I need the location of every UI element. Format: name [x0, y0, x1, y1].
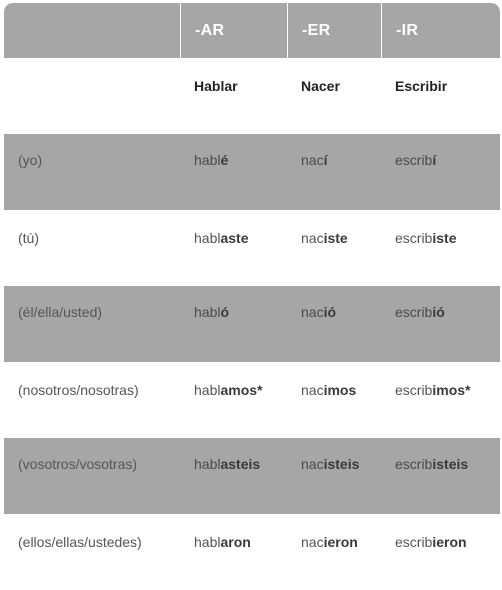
- stem: escrib: [395, 534, 433, 550]
- pronoun-cell: (vosotros/vosotras): [18, 456, 138, 472]
- ir-form-cell: [381, 286, 500, 362]
- table-row: [4, 362, 500, 438]
- table-header-row: [4, 3, 500, 58]
- stem: habl: [194, 456, 221, 472]
- ir-form-cell: [381, 514, 500, 590]
- table-row: [4, 134, 500, 210]
- pronoun-cell: (él/ella/usted): [18, 304, 103, 320]
- ending: ió: [432, 304, 445, 320]
- pronoun-cell: (tú): [18, 230, 39, 246]
- stem: escrib: [395, 304, 433, 320]
- ending: isteis: [432, 456, 469, 472]
- table-row: [4, 286, 500, 362]
- stem: habl: [194, 152, 221, 168]
- stem: habl: [194, 304, 221, 320]
- er-form-cell: [287, 210, 381, 286]
- stem: nac: [301, 304, 324, 320]
- verb-row: [4, 58, 500, 134]
- stem: habl: [194, 230, 221, 246]
- stem: escrib: [395, 152, 433, 168]
- ar-form-cell: [180, 438, 287, 514]
- ending: ieron: [432, 534, 467, 550]
- table-row: [4, 438, 500, 514]
- ending: asteis: [220, 456, 261, 472]
- ending: aste: [220, 230, 249, 246]
- ir-form-cell: [381, 438, 500, 514]
- verb-cell-hablar: Hablar: [194, 78, 238, 94]
- stem: habl: [194, 534, 221, 550]
- stem: habl: [194, 382, 221, 398]
- ending: í: [323, 152, 328, 168]
- verb-cell-nacer: Nacer: [301, 78, 340, 94]
- stem: nac: [301, 534, 324, 550]
- ending: imos*: [432, 382, 471, 398]
- pronoun-cell: (ellos/ellas/ustedes): [18, 534, 142, 550]
- er-form-cell: [287, 362, 381, 438]
- ir-form-cell: [381, 134, 500, 210]
- ending: iste: [432, 230, 457, 246]
- header-cell-empty: [4, 3, 180, 58]
- ending: imos: [323, 382, 357, 398]
- table-row: [4, 210, 500, 286]
- ending: ió: [323, 304, 337, 320]
- table-row: [4, 514, 500, 590]
- ending: í: [432, 152, 437, 168]
- conjugation-table: [4, 3, 500, 590]
- er-form-cell: [287, 134, 381, 210]
- ar-form-cell: [180, 514, 287, 590]
- stem: nac: [301, 230, 324, 246]
- ar-form-cell: [180, 362, 287, 438]
- stem: nac: [301, 456, 324, 472]
- header-cell-ir: -IR: [381, 3, 500, 58]
- er-form-cell: [287, 514, 381, 590]
- ar-form-cell: [180, 286, 287, 362]
- er-form-cell: [287, 438, 381, 514]
- ending: amos*: [220, 382, 263, 398]
- ar-form-cell: [180, 134, 287, 210]
- verb-cell-empty: [4, 58, 180, 134]
- stem: nac: [301, 382, 324, 398]
- ending: aron: [220, 534, 251, 550]
- ir-form-cell: [381, 362, 500, 438]
- pronoun-cell: (nosotros/nosotras): [18, 382, 139, 398]
- ending: ieron: [323, 534, 358, 550]
- er-form-cell: [287, 286, 381, 362]
- verb-cell-escribir: Escribir: [395, 78, 448, 94]
- header-cell-ar: -AR: [180, 3, 287, 58]
- ending: ó: [220, 304, 230, 320]
- ending: é: [220, 152, 229, 168]
- stem: escrib: [395, 382, 433, 398]
- ir-form-cell: [381, 210, 500, 286]
- ar-form-cell: [180, 210, 287, 286]
- pronoun-cell: (yo): [18, 152, 43, 168]
- header-cell-er: -ER: [287, 3, 381, 58]
- ending: isteis: [323, 456, 360, 472]
- stem: escrib: [395, 230, 433, 246]
- stem: nac: [301, 152, 324, 168]
- ending: iste: [323, 230, 348, 246]
- stem: escrib: [395, 456, 433, 472]
